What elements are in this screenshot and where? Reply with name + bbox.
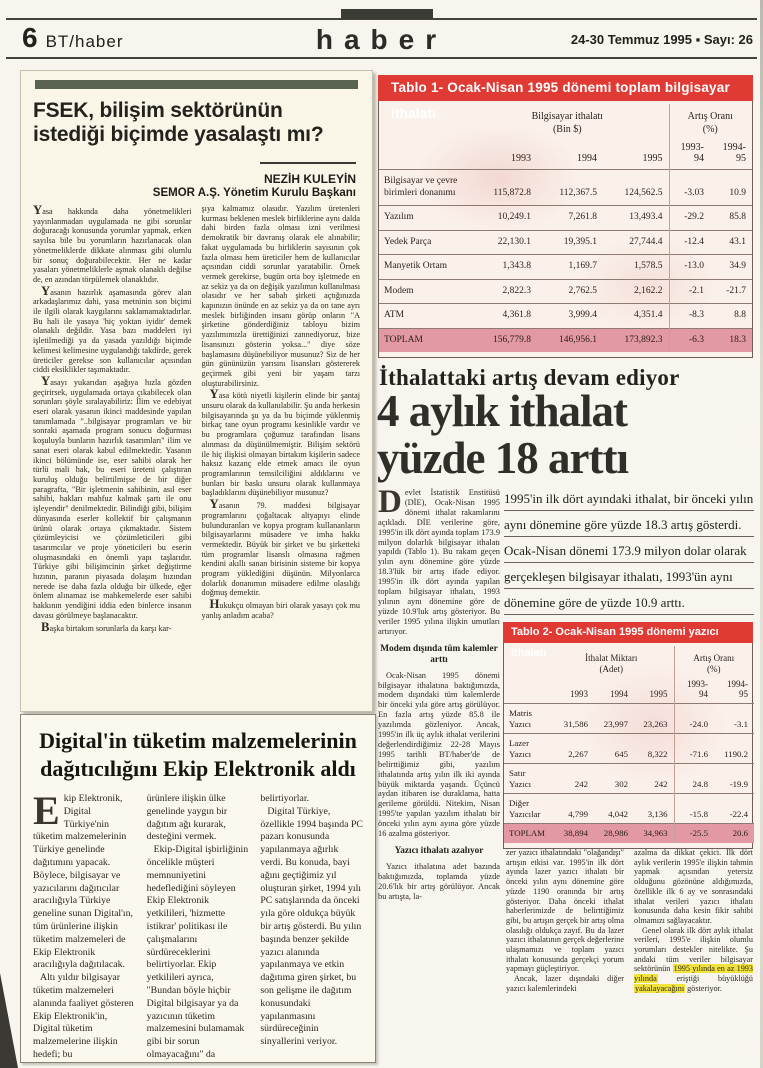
body-paragraph: Yasa kötü niyetli kişilerin elinde bir şantaj unsuru olarak da kullanılabilir. Şu anda herkesin bilgisayarında şu ya da bu biçimde yüklenmiş birkaç tane oyun programı kesinlikle vardır ve bu programlara çoğumuz tarafından lisans alınması da düşünülmemiştir. Bilişim sektörü ile hiç ilişkisi olmayan birtakım kişilerin sadece haksız kazanç elde etmek amacı ile oyun programlarının temsilciliğini aldıklarını ve bunları bir baskı unsuru olarak kullanmaya başladıklarını düşünebiliyor musunuz? bbox=[201, 387, 360, 498]
text-segment: gösteriyor. bbox=[685, 983, 722, 993]
drop-cap: D bbox=[378, 488, 402, 520]
table1-title-bar: Tablo 1- Ocak-Nisan 1995 dönemi toplam bilgisayar ithalatı bbox=[378, 75, 753, 101]
body-paragraph: Hukukçu olmayan biri olarak yasayı çok mu yanlış anladım acaba? bbox=[201, 597, 360, 620]
body-paragraph: şıya kalmamız olasıdır. Yazılım üretenleri kurması beklenen meslek birliklerine aynı dalda dahi birden fazla olması izni verilmesi demokratik bir davranış olarak ele alınabilir; fakat uygulamada bu birliklerin sayısının çok fazla olması hem üreticiler hem de kullanıcılar açısından ciddi sorunlar yaratabilir. Örnek vermek gerekirse, bugün orta boy işletmede en az sekiz ya da on değişik yazılımın kullanılması olasıdır ve her sabah şirketi açtığınızda kapınızın önünde en az sekiz ya da on tane ayrı meslek birliğinden insanı görüp onların "A şirketine gönderdiğiniz tabloyu bizim yazılımımızla ürettiğinizi zannediyoruz, bize lisansınızı gösterin yoksa..." diye söze başlamasını düşünebiliyor musunuz? Siz de her gün gününüzün yarısını lisansları göstererek geçirmek gibi yeni bir yaşam tarzı oluşturabilirsiniz. bbox=[201, 204, 360, 388]
digital-title-line2: dağıtıcılığını Ekip Elektronik aldı bbox=[40, 756, 356, 781]
author-role: SEMOR A.Ş. Yönetim Kurulu Başkanı bbox=[152, 187, 356, 199]
digital-column-1 bbox=[33, 788, 136, 1062]
table-row: ATM 4,361.8 3,999.4 4,351.4 -8.3 8.8 bbox=[379, 304, 752, 329]
body-paragraph: Yasa hakkında daha yönetmelikleri yayınlanmadan uygulamada ne gibi sorunlar doğuracağı konusunda yorumlar yapmak, erken sayılsa bile bu yorumların hazırlanacak olan yönetmeliklerde dikkate alınması gibi olumlu bir sonuç doğurabilecektir. Her ne kadar yasaları yönetmeliklerle aşmak olanaklı değilse de, en azından törpülemek olanaklıdır. bbox=[33, 203, 192, 284]
body-paragraph: Yasayı yukarıdan aşağıya hızla gözden geçirirsek, uygulamada ortaya çıkabilecek olan sorunları şöyle sıralayabiliriz: İlim ve edebiyat eseri olarak yasanın ikinci maddesinde yapılan tanımlamada "..bilgisayar programları ve bir sonraki aşamada program sonucu doğurması koşuluyla bunların hazırlık tasarımları" ilim ve sanat eseri olarak kabul edilmektedir. Yasanın ikinci bölümünde ise, eser sahibi olarak her türlü mali hak, bu eseri üreteni çalıştıran kuruluş olduğu belirtilmişse de bir diğer paragrafta, "Bir işletmenin sahibinin, asıl eser sahibi, hakları mahfuz kalmak şartı ile onu işleyendir" denilmektedir. Bilindiği gibi, bilişim dünyasında eserler kollektif bir çalışmanın ürünü olarak ortaya çıkmaktadır. Sistem çözümleyicisi ve çözümleticileri gibi tasarımcılar ve proje yöneticileri bu eserin oluşmasındaki en önemli yapı taşlarıdır. Türkiye gibi bilişimcinin şirket değiştirme hızının, paranın piyasada dolaşım hızından nerede ise daha fazla olduğu bir ülkede, eğer önlem alınamaz ise mahkemelerde eser sahibi hakkının yendiğini iddia eden binlerce insanın davası görülmeye başlanacaktır. bbox=[33, 373, 192, 620]
fsek-body bbox=[33, 204, 360, 633]
body-paragraph: Ocak-Nisan 1995 dönemi bilgisayar ithalatına baktığımızda, modem dışındaki tüm kalemlerde bir önceki yıla göre artış görülüyor. En fazla artış yüzde 85.8 ile yazılımda gözleniyor. Ancak, 1995'in ilk üç aylık ithalat verilerini değerlendirdiğimiz 22-28 Mayıs 1995 tarihli BT/haber'de de belirttiğimiz gibi, yazılım ithalatında artış yılın ilk iki ayında büyük miktarda yaşandı. Üçüncü aydan itibaren ise duraklama, hatta gerileme görüldü. Nitekim, Nisan 1995'te yapılan yazılım ithalatı bir önceki yılın aynı ayına göre yüzde 16 azalma gösteriyor. bbox=[378, 670, 500, 839]
table-row: Satır Yazıcı 242 302 242 24.8 -19.9 bbox=[504, 764, 754, 794]
body-paragraph: ürünlere ilişkin ülke genelinde yaygın bir dağıtım ağı kurarak, desteğini vermek. bbox=[146, 793, 228, 843]
import-lead-column bbox=[378, 488, 500, 1062]
body-paragraph: Altı yıldır bilgisayar tüketim malzemeleri alanında faaliyet gösteren Ekip Elektronik'in, Digital tüketim malzemelerine ilişkin hedefi; bu bbox=[33, 972, 134, 1060]
table-row: Matris Yazıcı 31,586 23,997 23,263 -24.0 -3.1 bbox=[504, 704, 754, 734]
digital-article bbox=[20, 714, 376, 1063]
table-row: Modem 2,822.3 2,762.5 2,162.2 -2.1 -21.7 bbox=[379, 279, 752, 304]
headline-line1: 4 aylık ithalat bbox=[377, 386, 628, 436]
table2-printer-imports bbox=[503, 622, 753, 849]
body-paragraph: Yasanın hazırlık aşamasında görev alan arkadaşlarımız dahi, yasa metninin son biçimi ile ilgili olarak kaygılarını saklamamaktadırlar. Bu hali ile yasaya 'hiç yoktan iyidir' demek olanaklı değildir. Yasa bazı maddeleri iyi işletilmediği ya da yasada yazıldığı biçimde kelimesi kelimesine uygulandığı takdirde, gerek üreticiler gerekse son kullanıcılar açısından ciddi eksiklikler taşımaktadır. bbox=[33, 283, 192, 375]
digital-article-title bbox=[33, 727, 363, 783]
body-paragraph: zer yazıcı ithalatındaki "olağandışı" artışın etkisi var. 1995'in ilk dört ayında lazer yazıcı ithalatı bir önceki yılın aynı dönemine göre yüzde 1190 oranında bir artış gösteriyor. Daha önceki ithalat haberlerimizde de belirttiğimiz gibi, bu artışın gerçek bir artış olma olasılığı oldukça zayıf. Bu da lazer yazıcı ithalatının gerçek değerlerine ulaşmamızı ve toplam yazıcı ithalatı konusunda gerçekçi yorum yapmayı güçleştiriyor. bbox=[506, 848, 624, 974]
masthead-tab bbox=[341, 9, 433, 19]
table-row: Yedek Parça 22,130.1 19,395.1 27,744.4 -12.4 43.1 bbox=[379, 230, 752, 255]
dateline: 24-30 Temmuz 1995 ▪ Sayı: 26 bbox=[570, 32, 753, 47]
table-row: Lazer Yazıcı 2,267 645 8,322 -71.6 1190.2 bbox=[504, 734, 754, 764]
page-number: 6 bbox=[22, 22, 38, 53]
headline-kicker: İthalattaki artış devam ediyor bbox=[379, 365, 680, 390]
headline-line2: yüzde 18 arttı bbox=[377, 433, 628, 483]
author-name: NEZİH KULEYİN bbox=[263, 172, 356, 186]
masthead-bottom-rule bbox=[6, 57, 757, 59]
fsek-title-line2: istediği biçimde yasalaştı mı? bbox=[33, 123, 324, 146]
byline-rule bbox=[260, 162, 356, 164]
digital-column-3 bbox=[260, 793, 363, 1062]
body-paragraph: Ekip-Digital işbirliğinin öncelikle müşteri memnuniyetini hedeflediğini söyleyen Ekip Elektronik yetkilileri, 'hizmette istikrar' politikası ile çalışmalarını sürdüreceklerini belirtiyorlar. Ekip yetkilileri ayrıca, "Bundan böyle hiçbir Digital bilgisayar ya da yazıcının tüketim malzemesini bulamamak gibi bir sorun olmayacağını" da bbox=[146, 844, 249, 1060]
table-row: Bilgisayar ve çevre birimleri donanımı 115,872.8 112,367.5 124,562.5 -3.03 10.9 bbox=[379, 170, 752, 206]
digital-title-line1: Digital'in tüketim malzemelerinin bbox=[39, 728, 357, 753]
table1-computer-imports bbox=[378, 75, 753, 358]
fsek-article-title bbox=[33, 99, 360, 147]
scan-corner-shadow bbox=[0, 973, 18, 1068]
body-paragraph: Başka birtakım sorunlarla da karşı kar- bbox=[41, 619, 172, 634]
lead-column-text bbox=[378, 488, 500, 902]
body-paragraph: Yasanın 79. maddesi bilgisayar programlarını çoğaltacak altyapıyı elinde bulunduranları ve kopya program kullananların bilgisayarlarını müsadere ve imha hakkı vermektedir. Büyük bir şirket ve bu şirketteki tüm programlar lisanslı olmasına rağmen kendini akıllı sanan birisinin sisteme bir kopya program yüklediğini düşünün. Milyonlarca dolarlık donanımın müsadere edilme olasılığı doğmuş demektir. bbox=[201, 497, 360, 598]
body-paragraph: belirtiyorlar. bbox=[260, 793, 310, 804]
body-paragraph: Digital Türkiye, özellikle 1994 başında PC pazarı konusunda yapılanmaya ağırlık verdi. Bu konuda, bayi ağını geçtiğimiz yıl oluşturan şirket, 1994 yılı PC satışlarında da önceki yıla göre oldukça büyük bir artış gösterdi. Bu yılın başında benzer şekilde yazıcı alanında yapılanmaya ve etkin dağıtıma giren şirket, bu son gelişme ile dağıtım konusundaki yapılanmasını sürdüreceğinin sinyallerini veriyor. bbox=[260, 805, 363, 1048]
fsek-byline bbox=[33, 154, 356, 200]
import-bottom-column-right bbox=[634, 848, 753, 1062]
body-paragraph: Ekip Elektronik, Digital Türkiye'nin tüketim malzemelerinin Türkiye genelinde dağıtımını yapacak. Böylece, bilgisayar ve yazıcılarını dağıtıcılar aracılığıyla Türkiye geneline sunan Digital'ın, tüm ürünlerine ilişkin tüketim malzemeleri de Ekip Elektronik aracılığıyla dağıtılacak. bbox=[33, 788, 133, 971]
body-paragraph: azalma da dikkat çekici. İlk dört aylık verilerin 1995'e ilişkin tahmin yapmak açısından yetersiz olduğunu gözönüne aldığımızda, özellikle ilk 6 ay ve sonrasındaki ithalat verileri yazıcı ithalatı konusunda daha kesin fikir sahibi olmamızı sağlayacaktır. bbox=[634, 848, 753, 925]
table-row: Diğer Yazıcılar 4,799 4,042 3,136 -15.8 -22.4 bbox=[504, 794, 754, 824]
table2-body bbox=[503, 643, 753, 849]
digital-body bbox=[33, 788, 363, 1062]
fsek-column-2 bbox=[202, 204, 361, 633]
fsek-title-line1: FSEK, bilişim sektörünün bbox=[33, 99, 283, 122]
table-row: Yazılım 10,249.1 7,261.8 13,493.4 -29.2 85.8 bbox=[379, 206, 752, 231]
table-row: TOPLAM 38,894 28,986 34,963 -25.5 20.6 bbox=[504, 824, 754, 843]
fsek-green-bar bbox=[35, 80, 358, 89]
body-paragraph bbox=[634, 926, 753, 994]
data-table-grid: Bilgisayar ithalatı (Bin $) Artış Oranı (%) 1993 1994 1995 1993-94 1994-95 Bilgisayar ve çevre birimleri donanımı 115,872.8 112,367.5 124,562.5 -3.03 10.9 Yazılım 10,249.1 7,261.8 13,493.4 -29.2 85.8 Yedek Parça 22,130.1 19,395.1 27,744.4 -12.4 43.1 Manyetik Ortam 1,343.8 1,169.7 1,578.5 -13.0 34.9 Modem 2,822.3 2,762.5 2,162.2 -2.1 -21.7 ATM 4,361.8 3,999.4 4,351.4 -8.3 8.8 TOPLAM 156,779.8 146,956.1 173,892.3 -6.3 18.3 bbox=[379, 104, 752, 352]
import-bottom-column-left bbox=[506, 848, 624, 1062]
table-row: Manyetik Ortam 1,343.8 1,169.7 1,578.5 -13.0 34.9 bbox=[379, 255, 752, 280]
pull-quote: 1995'in ilk dört ayındaki ithalat, bir önceki yılın aynı dönemine göre yüzde 18.3 artış gösterdi. Ocak-Nisan dönemi 173.9 milyon dolar olarak gerçekleşen bilgisayar ithalatı, 1993'ün aynı dönemine göre de yüzde 10.9 arttı. bbox=[504, 486, 754, 616]
headline-main bbox=[377, 388, 628, 482]
digital-column-2 bbox=[147, 793, 250, 1062]
data-table-grid: İthalat Miktarı (Adet) Artış Oranı (%) 1993 1994 1995 1993-94 1994-95 Matris Yazıcı 31,586 23,997 23,263 -24.0 -3.1 Lazer Yazıcı 2,267 645 8,322 -71.6 1190.2 Satır Yazıcı 242 302 242 24.8 -19.9 Diğer Yazıcılar 4,799 4,042 3,136 -15.8 -22.4 TOPLAM 38,894 28,986 34,963 -25.5 20.6 bbox=[504, 646, 754, 843]
table1-body bbox=[378, 101, 753, 358]
highlighted-text: yakalayacağını bbox=[635, 983, 685, 993]
drop-cap: E bbox=[33, 788, 60, 833]
table2-title-bar: Tablo 2- Ocak-Nisan 1995 dönemi yazıcı ithalatı bbox=[503, 622, 753, 643]
body-paragraph: Ancak, lazer dışındaki diğer yazıcı kalemlerindeki bbox=[506, 974, 624, 993]
highlighted-text: 1995 yılında en az 1993 yılında bbox=[634, 964, 753, 984]
text-segment: eriştiği büyüklüğü bbox=[657, 974, 753, 984]
section-title: haber bbox=[315, 24, 448, 55]
fsek-article bbox=[20, 70, 373, 712]
brand-logo: BT/haber bbox=[45, 32, 124, 51]
text-segment: Genel olarak ilk dört aylık ithalat verileri, 1995'e ilişkin olumlu yorumları destekler nitelikte. Şu andaki tüm veriler bilgisayar sektörünün bbox=[634, 925, 753, 974]
table-row: TOPLAM 156,779.8 146,956.1 173,892.3 -6.3 18.3 bbox=[379, 328, 752, 352]
body-paragraph: Devlet İstatistik Enstitüsü (DİE), Ocak-Nisan 1995 dönemi ithalat rakamlarını açıkladı. DİE verilerine göre, 1995'in ilk dört ayında toplam 173.9 milyon dolarlık bilgisayar ithalatı yapıldı (Tablo 1). Bu rakam geçen yılın aynı dönemine göre yüzde 18.3'lük bir artış ifade ediyor. 1995'in ilk dört ayında yapılan toplam bilgisayar ithalatı, 1993 yılının aynı dönemine göre de yüzde 10.9'luk artış gösteriyor. Bu veriler 1995 yılına ilişkin umutları artırıyor. bbox=[378, 488, 500, 636]
section-subhead: Modem dışında tüm kalemler arttı bbox=[380, 643, 498, 665]
section-subhead: Yazıcı ithalatı azalıyor bbox=[394, 846, 484, 856]
body-paragraph: Yazıcı ithalatına adet bazında baktığımızda, toplamda yüzde 20.6'lık bir artış görülüyor. Ancak bu artışta, la- bbox=[378, 862, 500, 901]
fsek-column-1 bbox=[33, 204, 192, 633]
